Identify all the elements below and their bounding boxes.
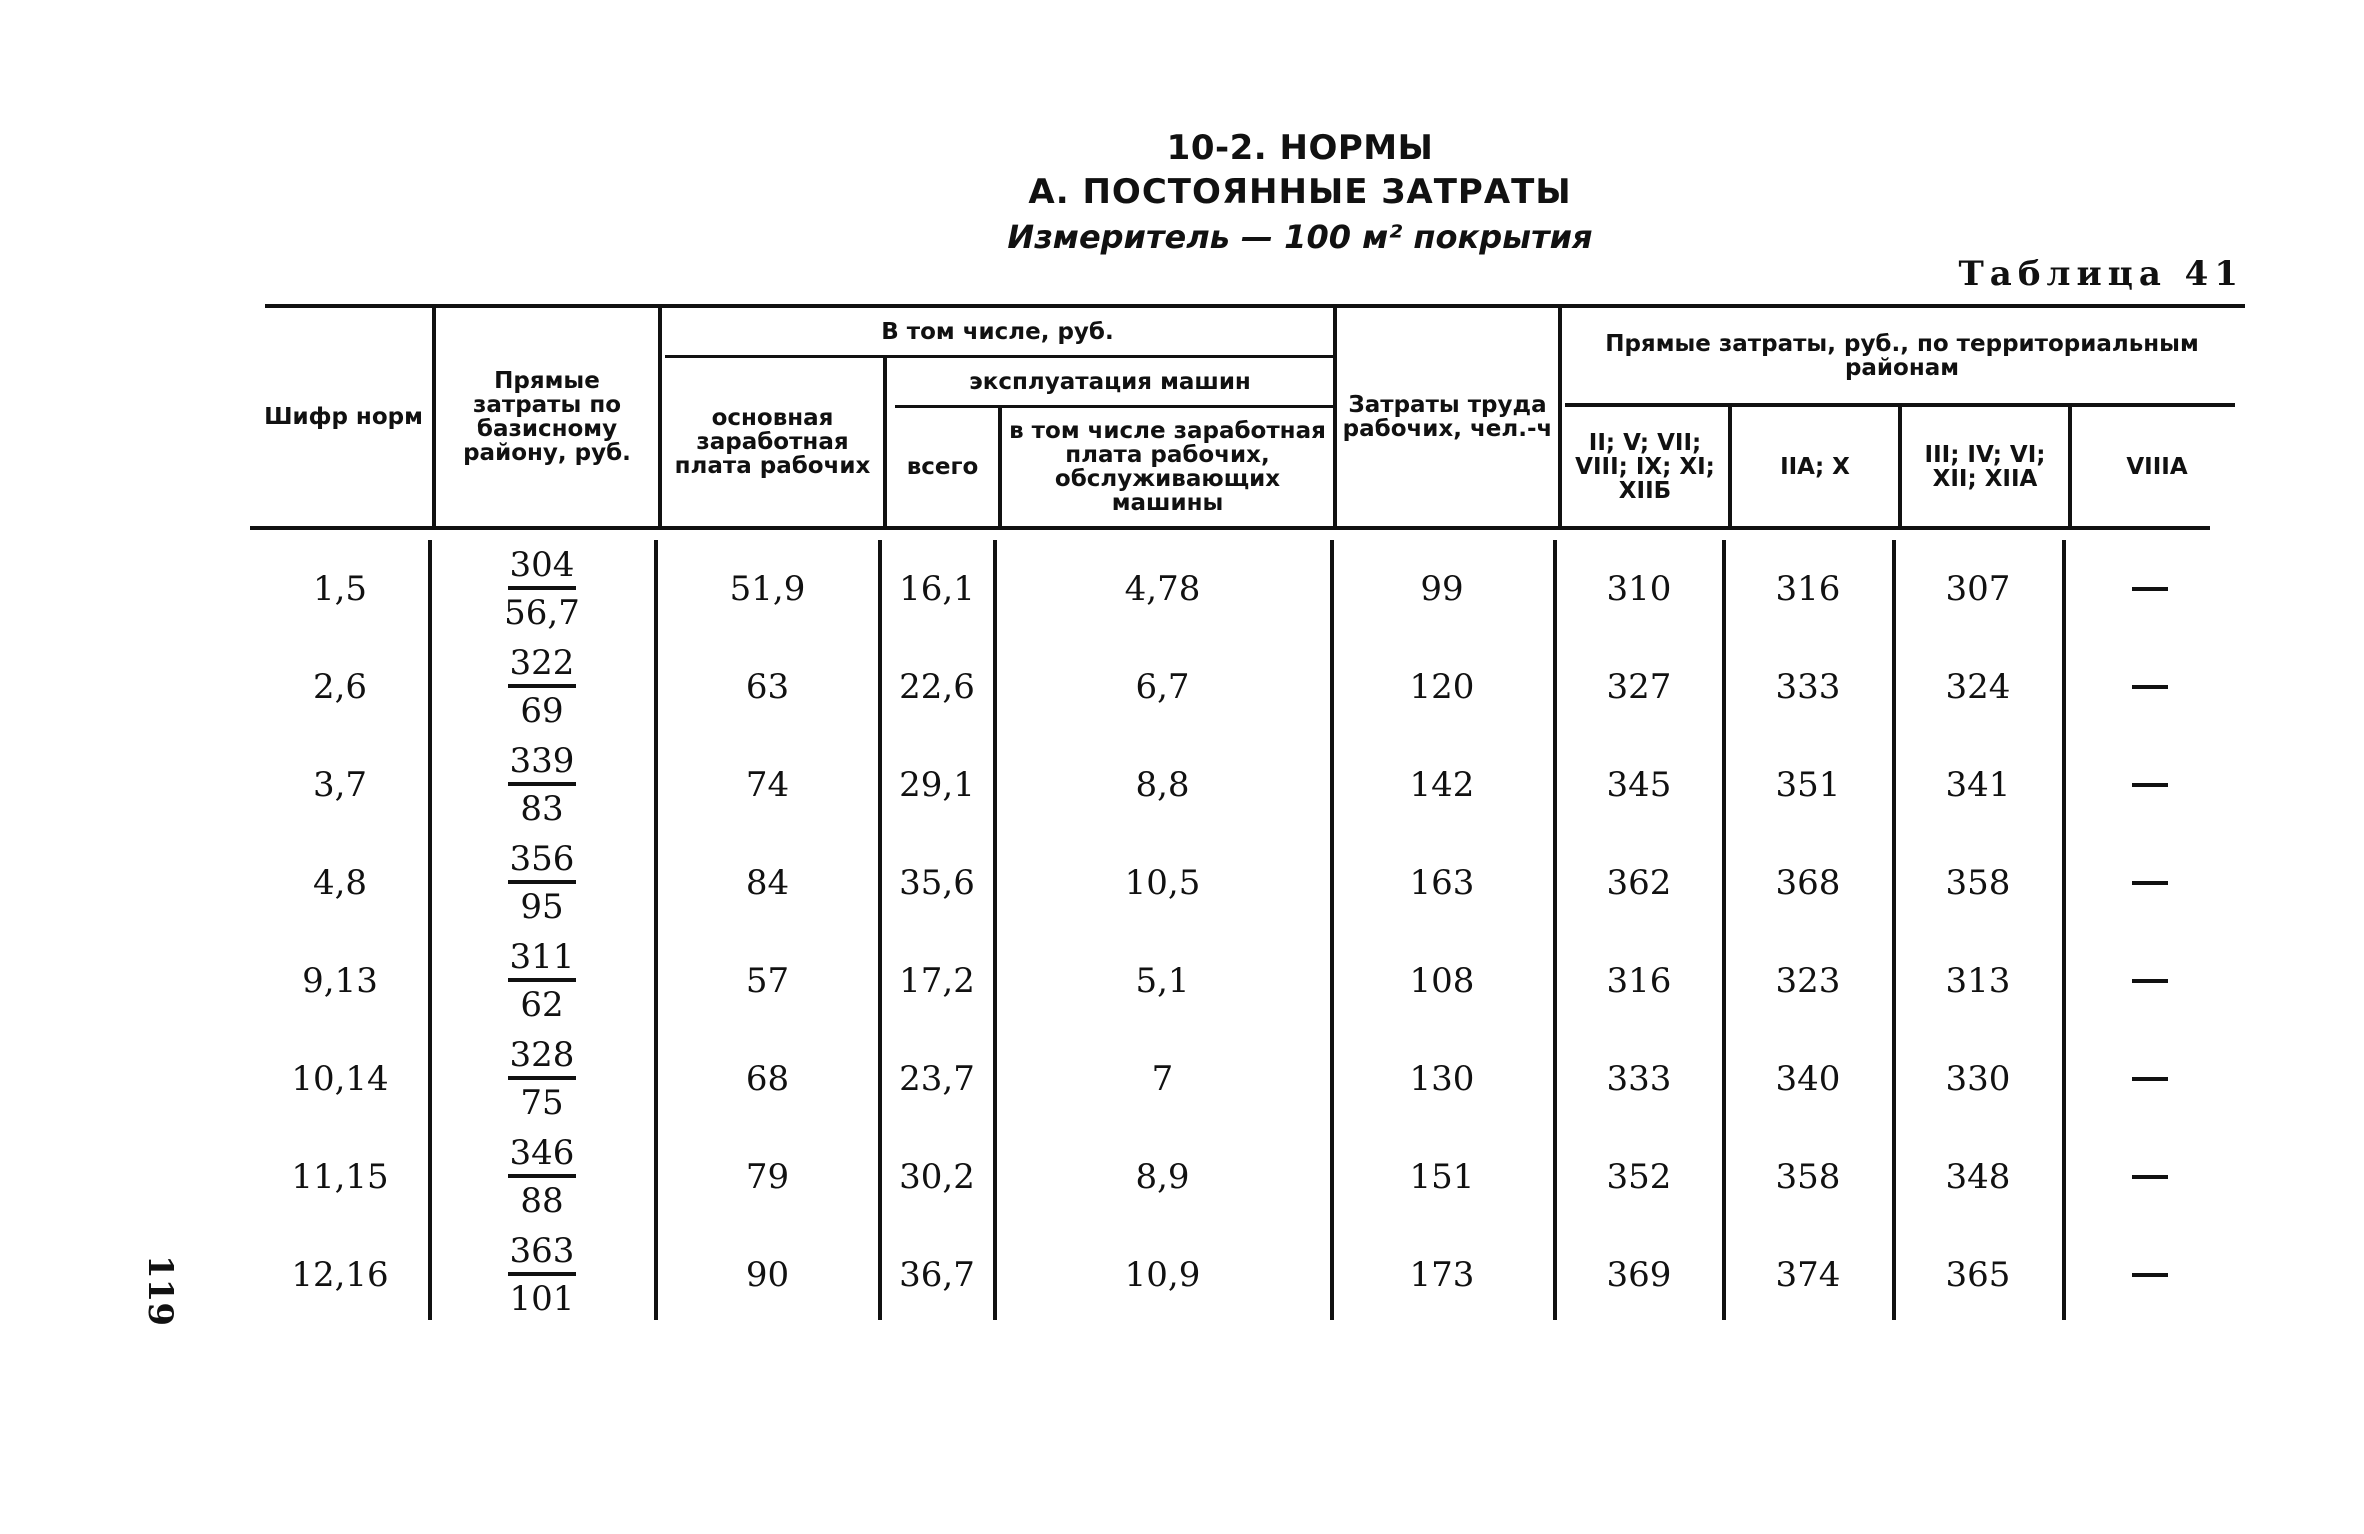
col-divider <box>1553 540 1557 1320</box>
direct-base-numerator: 356 <box>509 839 575 879</box>
cell-region-1: 327 <box>1606 667 1672 707</box>
cell-machines-wages: 10,9 <box>1124 1255 1201 1295</box>
cell-machines-total: 23,7 <box>899 1059 975 1099</box>
cell-region-1: 352 <box>1606 1157 1672 1197</box>
col-header-incl-group: В том числе, руб. <box>881 318 1114 345</box>
cell-machines-total: 16,1 <box>899 569 975 609</box>
cell-labor: 151 <box>1409 1157 1475 1197</box>
page-number: 119 <box>140 1255 180 1326</box>
direct-base-numerator: 339 <box>509 741 575 781</box>
measure-unit: Измеритель — 100 м² покрытия <box>1007 218 1593 256</box>
cell-machines-wages: 8,8 <box>1135 765 1190 805</box>
cell-direct-base <box>482 937 602 1025</box>
cell-region-2: 316 <box>1775 569 1841 609</box>
fraction-bar <box>508 1076 576 1080</box>
fraction-bar <box>508 684 576 688</box>
direct-base-denominator: 83 <box>520 789 564 829</box>
col-header-machines-total: всего <box>906 454 979 480</box>
section-subtitle: А. ПОСТОЯННЫЕ ЗАТРАТЫ <box>1028 172 1572 212</box>
cell-region-2: 374 <box>1775 1255 1841 1295</box>
col-divider <box>878 540 882 1320</box>
direct-base-numerator: 311 <box>509 937 575 977</box>
cell-region-4 <box>2132 1175 2168 1179</box>
col-header-region-3: III; IV; VI; XII; XIIА <box>1924 441 2046 492</box>
direct-base-denominator: 69 <box>520 691 564 731</box>
cell-wages: 84 <box>745 863 790 903</box>
cell-labor: 120 <box>1409 667 1475 707</box>
direct-base-denominator: 56,7 <box>504 593 580 633</box>
cell-wages: 74 <box>745 765 790 805</box>
cell-wages: 68 <box>745 1059 790 1099</box>
cell-wages: 51,9 <box>729 569 806 609</box>
col-divider <box>654 540 658 1320</box>
cell-region-4 <box>2132 685 2168 689</box>
cell-region-4 <box>2132 979 2168 983</box>
col-header-code: Шифр норм <box>264 404 423 430</box>
cell-region-4 <box>2132 587 2168 591</box>
cell-machines-total: 36,7 <box>899 1255 975 1295</box>
direct-base-numerator: 346 <box>509 1133 575 1173</box>
cell-region-2: 333 <box>1775 667 1841 707</box>
cell-wages: 57 <box>745 961 790 1001</box>
cell-region-3: 313 <box>1945 961 2011 1001</box>
cell-region-1: 316 <box>1606 961 1672 1001</box>
cell-machines-wages: 6,7 <box>1135 667 1190 707</box>
cell-region-1: 362 <box>1606 863 1672 903</box>
table-label: Таблица 41 <box>1958 254 2244 294</box>
cell-direct-base <box>482 545 602 633</box>
cell-region-3: 341 <box>1945 765 2011 805</box>
cell-machines-wages: 4,78 <box>1124 569 1201 609</box>
cell-direct-base <box>482 1133 602 1221</box>
cell-region-4 <box>2132 1273 2168 1277</box>
cell-labor: 173 <box>1409 1255 1475 1295</box>
cell-direct-base <box>482 839 602 927</box>
cell-region-1: 310 <box>1606 569 1672 609</box>
cell-region-3: 348 <box>1945 1157 2011 1197</box>
cell-code: 9,13 <box>302 961 378 1001</box>
col-header-region-2: IIА; Х <box>1780 453 1850 480</box>
col-divider <box>1722 540 1726 1320</box>
cell-labor: 99 <box>1420 569 1464 609</box>
fraction-bar <box>508 978 576 982</box>
cell-wages: 90 <box>745 1255 790 1295</box>
col-header-wages: основная заработная плата рабочих <box>674 405 871 479</box>
cell-machines-total: 17,2 <box>899 961 975 1001</box>
col-divider <box>1330 540 1334 1320</box>
direct-base-denominator: 75 <box>520 1083 564 1123</box>
cell-machines-wages: 7 <box>1151 1059 1174 1099</box>
cell-region-2: 323 <box>1775 961 1841 1001</box>
cell-direct-base <box>482 741 602 829</box>
cell-region-4 <box>2132 783 2168 787</box>
cell-machines-wages: 8,9 <box>1135 1157 1190 1197</box>
header-bottom-rule <box>250 526 2210 530</box>
cell-region-1: 369 <box>1606 1255 1672 1295</box>
direct-base-denominator: 101 <box>509 1279 575 1319</box>
col-header-direct-base: Прямые затраты по базисному району, руб. <box>463 368 631 466</box>
col-header-region-1: II; V; VII; VIII; IX; XI; XIIБ <box>1575 429 1715 504</box>
section-title: 10-2. НОРМЫ <box>1166 128 1434 168</box>
col-header-machines-group: эксплуатация машин <box>969 368 1251 395</box>
direct-base-denominator: 88 <box>520 1181 564 1221</box>
col-header-labor: Затраты труда рабочих, чел.-ч <box>1342 392 1553 442</box>
direct-base-denominator: 62 <box>520 985 564 1025</box>
cell-region-1: 333 <box>1606 1059 1672 1099</box>
cell-labor: 142 <box>1409 765 1475 805</box>
cell-wages: 79 <box>745 1157 790 1197</box>
cell-region-2: 351 <box>1775 765 1841 805</box>
cell-machines-total: 22,6 <box>899 667 975 707</box>
cell-direct-base <box>482 1035 602 1123</box>
direct-base-numerator: 363 <box>509 1231 575 1271</box>
fraction-bar <box>508 586 576 590</box>
fraction-bar <box>508 1272 576 1276</box>
cell-wages: 63 <box>745 667 790 707</box>
col-divider <box>428 540 432 1320</box>
cell-labor: 108 <box>1409 961 1475 1001</box>
cell-region-2: 340 <box>1775 1059 1841 1099</box>
cell-machines-total: 30,2 <box>899 1157 975 1197</box>
cell-region-3: 330 <box>1945 1059 2011 1099</box>
cell-machines-total: 29,1 <box>899 765 975 805</box>
cell-direct-base <box>482 643 602 731</box>
cell-region-1: 345 <box>1606 765 1672 805</box>
col-divider <box>993 540 997 1320</box>
cell-code: 2,6 <box>312 667 368 707</box>
direct-base-denominator: 95 <box>520 887 564 927</box>
col-header-regions-group: Прямые затраты, руб., по территориальным районам <box>1605 330 2199 381</box>
cell-region-2: 358 <box>1775 1157 1841 1197</box>
direct-base-numerator: 304 <box>509 545 575 585</box>
fraction-bar <box>508 782 576 786</box>
cell-code: 10,14 <box>291 1059 389 1099</box>
direct-base-numerator: 328 <box>509 1035 575 1075</box>
col-divider <box>2062 540 2066 1320</box>
direct-base-numerator: 322 <box>509 643 575 683</box>
cell-code: 3,7 <box>312 765 368 805</box>
cell-code: 4,8 <box>312 863 368 903</box>
fraction-bar <box>508 1174 576 1178</box>
cell-region-3: 358 <box>1945 863 2011 903</box>
cell-region-4 <box>2132 1077 2168 1081</box>
cell-code: 11,15 <box>291 1157 389 1197</box>
col-header-machines-wages: в том числе заработная плата рабочих, обслуживающих машины <box>1009 418 1326 516</box>
cell-region-3: 307 <box>1945 569 2011 609</box>
cell-machines-wages: 5,1 <box>1135 961 1190 1001</box>
cell-region-4 <box>2132 881 2168 885</box>
cell-labor: 163 <box>1409 863 1475 903</box>
cell-region-3: 324 <box>1945 667 2011 707</box>
cell-machines-total: 35,6 <box>899 863 975 903</box>
cell-machines-wages: 10,5 <box>1124 863 1201 903</box>
cell-direct-base <box>482 1231 602 1319</box>
col-header-region-4: VIIIА <box>2126 453 2188 480</box>
cell-code: 1,5 <box>312 569 368 609</box>
fraction-bar <box>508 880 576 884</box>
cell-region-3: 365 <box>1945 1255 2011 1295</box>
cell-code: 12,16 <box>291 1255 389 1295</box>
cell-labor: 130 <box>1409 1059 1475 1099</box>
cell-region-2: 368 <box>1775 863 1841 903</box>
col-divider <box>1892 540 1896 1320</box>
